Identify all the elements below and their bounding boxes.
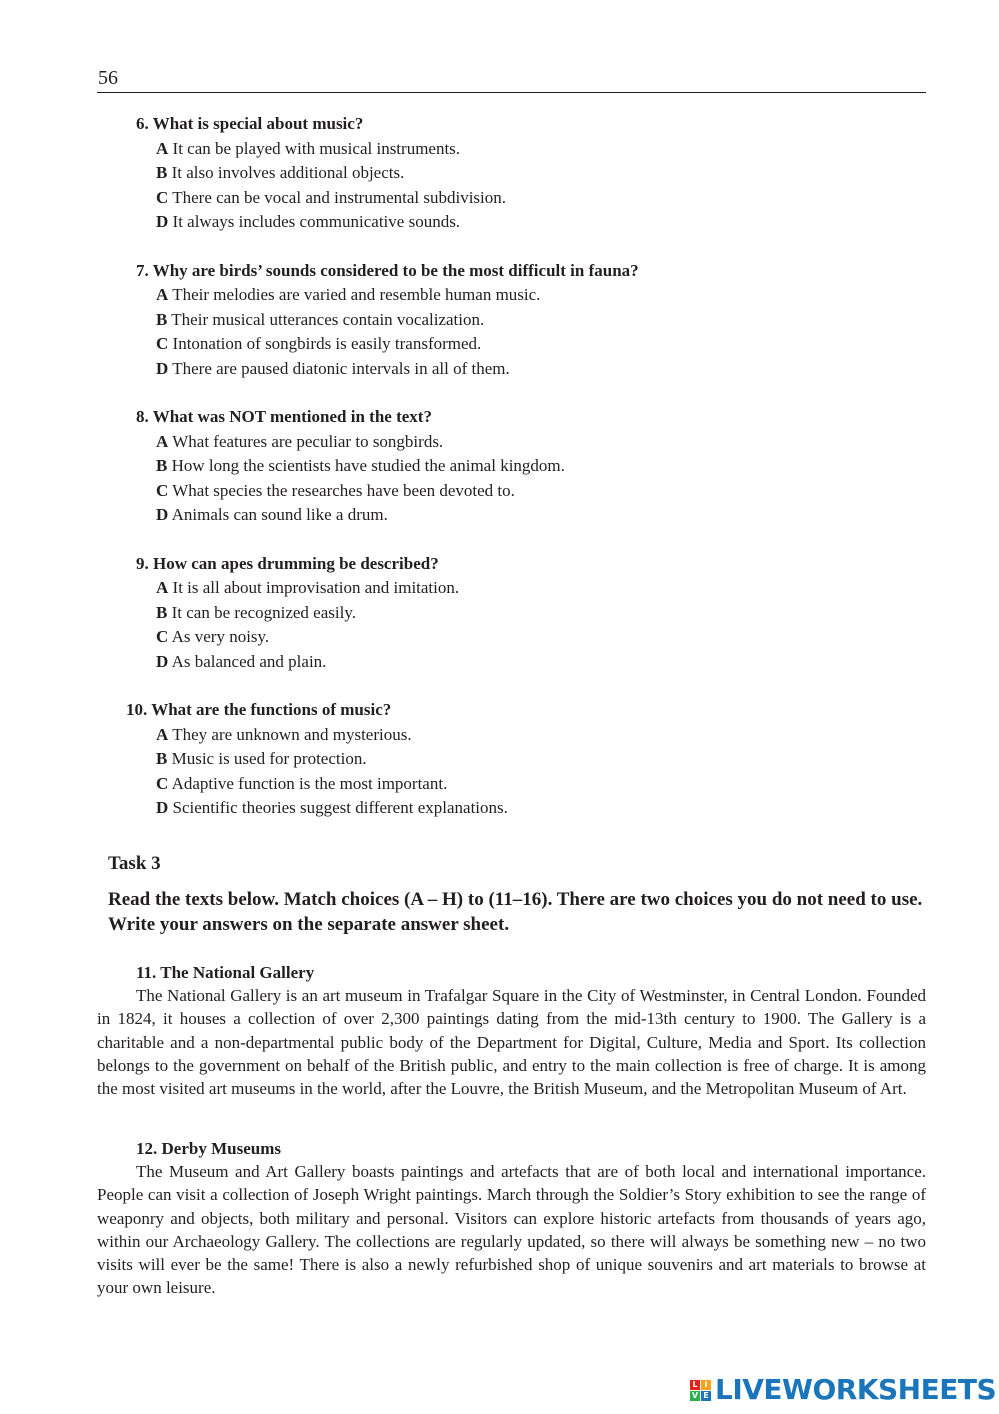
question-title: 6. What is special about music? xyxy=(136,114,364,133)
logo-cell: V xyxy=(691,1390,699,1400)
question-title: 7. Why are birds’ sounds considered to be the most difficult in fauna? xyxy=(136,260,639,280)
option-b[interactable] xyxy=(156,454,999,479)
option-text: It always includes communicative sounds. xyxy=(172,212,461,231)
header-rule xyxy=(97,92,926,93)
option-letter: C xyxy=(156,187,169,207)
option-text: It can be recognized easily. xyxy=(171,602,356,622)
question-list xyxy=(0,112,999,845)
option-text: Their musical utterances contain vocalization. xyxy=(171,309,485,329)
option-text: It can be played with musical instruments. xyxy=(172,138,461,158)
option-letter: D xyxy=(156,651,169,671)
text-title: 12. Derby Museums xyxy=(136,1139,281,1158)
option-d[interactable] xyxy=(156,210,999,235)
option-letter: B xyxy=(156,749,168,768)
option-text: As very noisy. xyxy=(171,627,270,646)
option-letter: B xyxy=(156,163,168,182)
option-a[interactable] xyxy=(156,283,999,308)
option-letter: C xyxy=(156,773,169,793)
logo-wordmark: LIVEWORKSHEETS xyxy=(715,1373,997,1406)
text-block-national-gallery xyxy=(97,961,926,1100)
option-letter: A xyxy=(156,138,169,158)
option-letter: C xyxy=(156,480,169,500)
page-number: 56 xyxy=(98,67,118,89)
option-text: They are unknown and mysterious. xyxy=(172,724,412,744)
option-text: It also involves additional objects. xyxy=(171,163,405,182)
option-text: It is all about improvisation and imitation. xyxy=(172,578,460,597)
task-instruction: Read the texts below. Match choices (A – H) to (11–16). There are two choices you do not need to use. Write your answers on the separate answer sheet. xyxy=(108,889,923,935)
option-letter: A xyxy=(156,578,169,597)
option-text: What features are peculiar to songbirds. xyxy=(172,431,444,451)
option-c[interactable] xyxy=(156,332,999,357)
option-letter: D xyxy=(156,798,169,817)
option-letter: D xyxy=(156,505,169,524)
option-letter: B xyxy=(156,309,168,329)
question-7 xyxy=(0,259,999,382)
text-block-derby-museums xyxy=(97,1137,926,1300)
option-text: As balanced and plain. xyxy=(171,651,327,671)
option-b[interactable] xyxy=(156,161,999,186)
option-a[interactable] xyxy=(156,430,999,455)
option-letter: C xyxy=(156,627,169,646)
option-c[interactable] xyxy=(156,772,999,797)
option-c[interactable] xyxy=(156,186,999,211)
liveworksheets-logo xyxy=(690,1372,996,1408)
option-letter: A xyxy=(156,431,169,451)
option-d[interactable] xyxy=(156,650,999,675)
option-letter: B xyxy=(156,602,168,622)
question-9 xyxy=(0,552,999,675)
question-10 xyxy=(0,698,999,821)
text-title: 11. The National Gallery xyxy=(136,963,315,982)
logo-cell: I xyxy=(701,1380,711,1390)
option-a[interactable] xyxy=(156,137,999,162)
option-text: Scientific theories suggest different explanations. xyxy=(172,798,508,817)
option-letter: D xyxy=(156,358,169,378)
question-title: 8. What was NOT mentioned in the text? xyxy=(136,407,432,426)
logo-mark-icon xyxy=(690,1380,711,1401)
option-c[interactable] xyxy=(156,479,999,504)
logo-cell: E xyxy=(701,1391,711,1401)
option-d[interactable] xyxy=(156,503,999,528)
option-a[interactable] xyxy=(156,576,999,601)
option-text: Animals can sound like a drum. xyxy=(171,505,388,524)
option-d[interactable] xyxy=(156,357,999,382)
option-text: Their melodies are varied and resemble human music. xyxy=(172,285,541,304)
option-letter: A xyxy=(156,285,169,304)
question-title: 10. What are the functions of music? xyxy=(126,700,392,719)
option-letter: A xyxy=(156,724,169,744)
option-letter: D xyxy=(156,212,169,231)
option-a[interactable] xyxy=(156,723,999,748)
option-d[interactable] xyxy=(156,796,999,821)
option-text: How long the scientists have studied the animal kingdom. xyxy=(171,456,565,475)
option-text: Adaptive function is the most important. xyxy=(171,773,448,793)
option-b[interactable] xyxy=(156,747,999,772)
question-title: 9. How can apes drumming be described? xyxy=(136,553,439,573)
option-text: What species the researches have been devoted to. xyxy=(172,480,515,500)
option-letter: C xyxy=(156,334,169,353)
task-heading: Task 3 xyxy=(108,853,161,874)
option-text: There can be vocal and instrumental subdivision. xyxy=(172,187,507,207)
option-text: Intonation of songbirds is easily transformed. xyxy=(172,334,482,353)
option-b[interactable] xyxy=(156,308,999,333)
option-c[interactable] xyxy=(156,625,999,650)
question-6 xyxy=(0,112,999,235)
option-text: Music is used for protection. xyxy=(171,749,367,768)
logo-cell: L xyxy=(690,1380,700,1390)
question-8 xyxy=(0,405,999,528)
text-body: The National Gallery is an art museum in Trafalgar Square in the City of Westminster, in Central London. Founded in 1824, it houses a collection of over 2,300 paintings dating from the mid-13th century to 1900. The Gallery is a charitable and a non-departmental public body of the Department for Digital, Culture, Media and Sport. Its collection belongs to the government on behalf of the British public, and entry to the main collection is free of charge. It is among the most visited art museums in the world, after the Louvre, the British Museum, and the Metropolitan Museum of Art. xyxy=(97,986,926,1099)
text-body: The Museum and Art Gallery boasts paintings and artefacts that are of both local and international importance. People can visit a collection of Joseph Wright paintings. March through the Soldier’s Story exhibition to see the range of weaponry and objects, both military and personal. Visitors can explore historic artefacts from thousands of years ago, within our Archaeology Gallery. The collections are regularly updated, so there will always be something new – no two visits will ever be the same! There is also a newly refurbished shop of unique souvenirs and art materials to browse at your own leisure. xyxy=(97,1162,926,1298)
option-letter: B xyxy=(156,456,168,475)
option-b[interactable] xyxy=(156,601,999,626)
option-text: There are paused diatonic intervals in all of them. xyxy=(172,358,510,378)
